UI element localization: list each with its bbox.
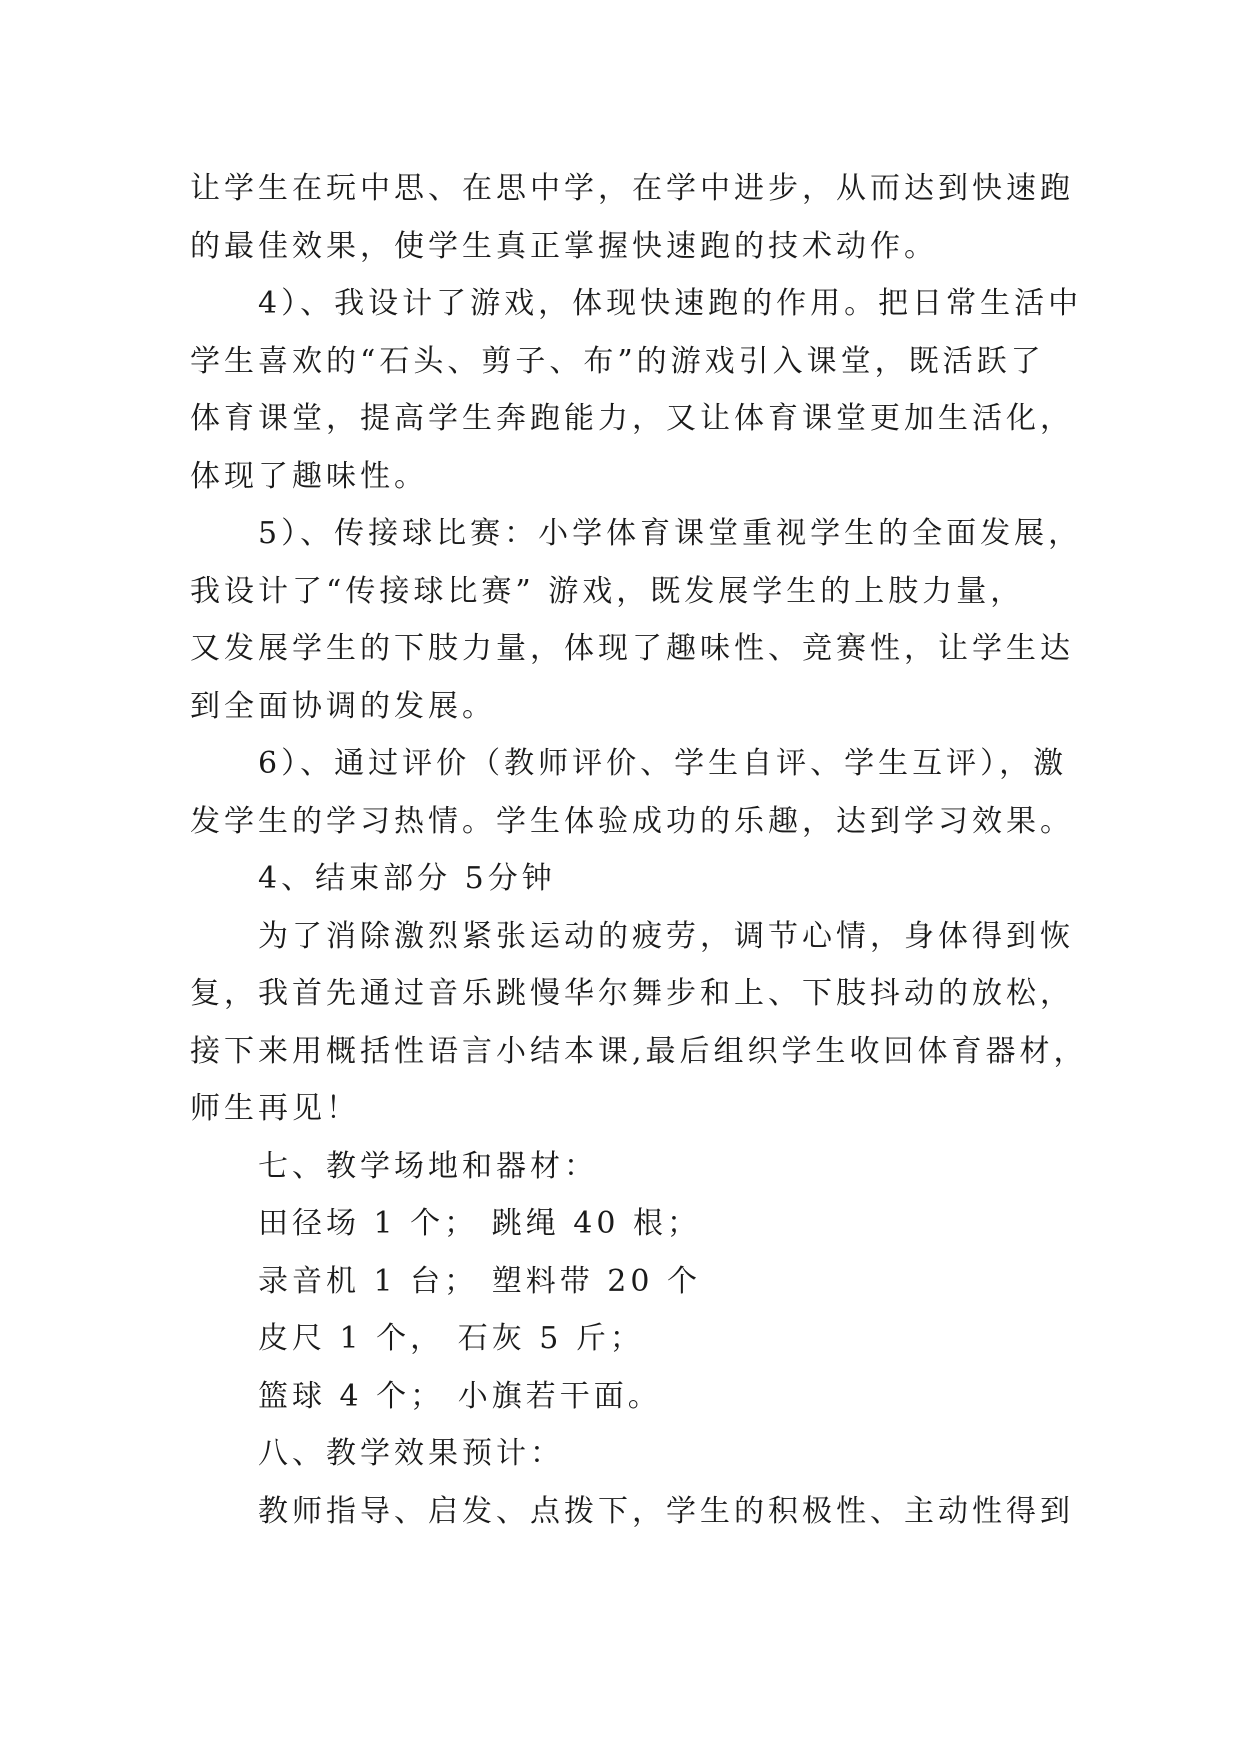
section-heading: 七、教学场地和器材： [258,1148,598,1184]
equipment-line: 皮尺 1 个， 石灰 5 斤； [258,1321,644,1356]
text-line: 又发展学生的下肢力量，体现了趣味性、竞赛性，让学生达 [190,631,1074,666]
text-line: 我设计了“传接球比赛” 游戏，既发展学生的上肢力量， [190,573,1025,609]
text-line: 体育课堂，提高学生奔跑能力，又让体育课堂更加生活化， [190,401,1074,436]
text-line: 4）、我设计了游戏，体现快速跑的作用。把日常生活中 [258,286,1083,321]
document-body [190,160,1088,1540]
text-line: 接下来用概括性语言小结本课,最后组织学生收回体育器材， [190,1033,1088,1069]
text-line: 为了消除激烈紧张运动的疲劳，调节心情，身体得到恢 [258,918,1074,954]
text-line: 的最佳效果，使学生真正掌握快速跑的技术动作。 [190,228,938,264]
text-line: 让学生在玩中思、在思中学，在学中进步，从而达到快速跑 [190,171,1074,206]
text-line: 学生喜欢的“石头、剪子、布”的游戏引入课堂，既活跃了 [190,343,1045,379]
equipment-line: 录音机 1 台； 塑料带 20 个 [258,1263,701,1299]
equipment-line: 篮球 4 个； 小旗若干面。 [258,1378,662,1414]
equipment-line: 田径场 1 个； 跳绳 40 根； [258,1206,701,1241]
text-line: 复，我首先通过音乐跳慢华尔舞步和上、下肢抖动的放松， [190,976,1074,1011]
text-line: 教师指导、启发、点拨下，学生的积极性、主动性得到 [258,1493,1074,1529]
text-line: 6）、通过评价（教师评价、学生自评、学生互评），激 [258,746,1068,781]
text-line: 师生再见！ [190,1091,360,1126]
text-line: 体现了趣味性。 [190,458,428,494]
text-line: 发学生的学习热情。学生体验成功的乐趣，达到学习效果。 [190,803,1074,839]
text-line: 5）、传接球比赛：小学体育课堂重视学生的全面发展， [258,516,1083,551]
section-heading: 4、结束部分 5分钟 [258,861,556,896]
text-line: 到全面协调的发展。 [190,688,496,724]
section-heading: 八、教学效果预计： [258,1436,564,1471]
